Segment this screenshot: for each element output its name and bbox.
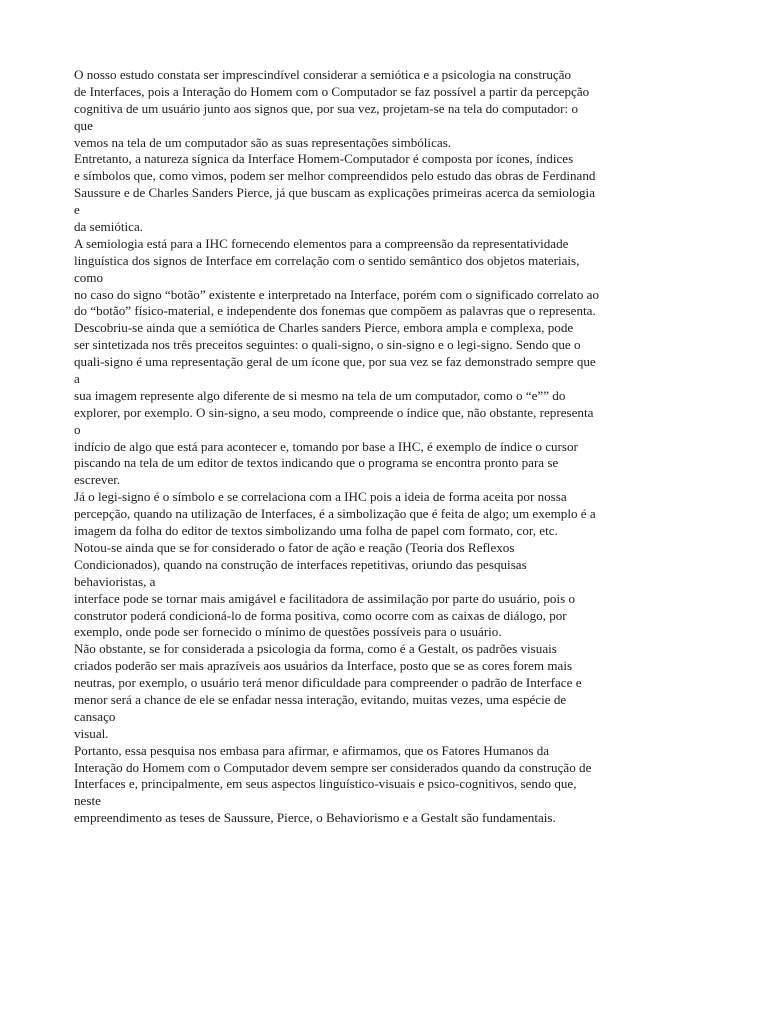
text-line: Não obstante, se for considerada a psicologia da forma, como é a Gestalt, os padrões visuais: [74, 641, 557, 657]
text-line: neste: [74, 793, 101, 809]
text-line: do “botão” físico-material, e independente dos fonemas que compõem as palavras que o representa.: [74, 303, 596, 319]
text-line: construtor poderá condicioná-lo de forma positiva, como ocorre com as caixas de diálogo, por: [74, 607, 567, 623]
text-line: linguística dos signos de Interface em correlação com o sentido semântico dos objetos materiais,: [74, 252, 580, 268]
text-line: criados poderão ser mais aprazíveis aos usuários da Interface, posto que se as cores forem mais: [74, 658, 573, 674]
text-line: Condicionados), quando na construção de interfaces repetitivas, oriundo das pesquisas: [74, 556, 527, 572]
text-line: cognitiva de um usuário junto aos signos que, por sua vez, projetam-se na tela do computador: o: [74, 100, 578, 116]
text-line: neutras, por exemplo, o usuário terá menor dificuldade para compreender o padrão de Interface e: [74, 675, 582, 691]
text-line: de Interfaces, pois a Interação do Homem com o Computador se faz possível a partir da percepção: [74, 83, 590, 99]
text-line: ser sintetizada nos três preceitos seguintes: o quali-signo, o sin-signo e o legi-signo. Sendo que o: [74, 337, 581, 353]
text-line: visual.: [74, 725, 109, 741]
text-line: Já o legi-signo é o símbolo e se correlaciona com a IHC pois a ideia de forma aceita por nossa: [74, 489, 567, 505]
text-line: vemos na tela de um computador são as suas representações simbólicas.: [74, 134, 452, 150]
text-line: imagem da folha do editor de textos simbolizando uma folha de papel com formato, cor, etc.: [74, 523, 558, 539]
text-line: e: [74, 202, 80, 218]
text-line: da semiótica.: [74, 219, 144, 235]
text-line: menor será a chance de ele se enfadar nessa interação, evitando, muitas vezes, uma espécie de: [74, 691, 567, 707]
text-line: percepção, quando na utilização de Interfaces, é a simbolização que é feita de algo; um exemplo é a: [74, 506, 596, 522]
text-line: quali-signo é uma representação geral de um ícone que, por sua vez se faz demonstrado sempre que: [74, 354, 596, 370]
text-line: Descobriu-se ainda que a semiótica de Charles sanders Pierce, embora ampla e complexa, pode: [74, 320, 574, 336]
text-line: Interfaces e, principalmente, em seus aspectos linguístico-visuais e psico-cognitivos, sendo que,: [74, 776, 577, 792]
text-line: A semiologia está para a IHC fornecendo elementos para a compreensão da representatividade: [74, 235, 569, 251]
text-line: sua imagem represente algo diferente de si mesmo na tela de um computador, como o “e”” do: [74, 387, 566, 403]
text-line: exemplo, onde pode ser fornecido o mínimo de questões possíveis para o usuário.: [74, 624, 502, 640]
text-line: piscando na tela de um editor de textos indicando que o programa se encontra pronto para se: [74, 455, 559, 471]
text-line: no caso do signo “botão” existente e interpretado na Interface, porém com o significado correlato ao: [74, 286, 599, 302]
text-line: indício de algo que está para acontecer e, tomando por base a IHC, é exemplo de índice o cursor: [74, 438, 578, 454]
text-line: Portanto, essa pesquisa nos embasa para afirmar, e afirmamos, que os Fatores Humanos da: [74, 742, 550, 758]
text-line: como: [74, 269, 104, 285]
text-line: explorer, por exemplo. O sin-signo, a seu modo, compreende o índice que, não obstante, representa: [74, 404, 594, 420]
text-line: cansaço: [74, 708, 116, 724]
text-line: behavioristas, a: [74, 573, 156, 589]
document-body: [74, 67, 704, 827]
text-line: Notou-se ainda que se for considerado o fator de ação e reação (Teoria dos Reflexos: [74, 539, 515, 555]
text-line: interface pode se tornar mais amigável e facilitadora de assimilação por parte do usuário, pois o: [74, 590, 576, 606]
text-line: escrever.: [74, 472, 121, 488]
text-line: o: [74, 421, 81, 437]
text-line: e símbolos que, como vimos, podem ser melhor compreendidos pelo estudo das obras de Ferdinand: [74, 168, 596, 184]
text-line: Entretanto, a natureza sígnica da Interface Homem-Computador é composta por ícones, índices: [74, 151, 574, 167]
text-line: Saussure e de Charles Sanders Pierce, já que buscam as explicações primeiras acerca da semiologia: [74, 185, 596, 201]
text-line: Interação do Homem com o Computador devem sempre ser considerados quando da construção de: [74, 759, 592, 775]
text-line: empreendimento as teses de Saussure, Pierce, o Behaviorismo e a Gestalt são fundamentais.: [74, 810, 556, 826]
text-line: a: [74, 371, 80, 387]
text-line: que: [74, 117, 93, 133]
text-line: O nosso estudo constata ser imprescindível considerar a semiótica e a psicologia na construção: [74, 67, 572, 82]
